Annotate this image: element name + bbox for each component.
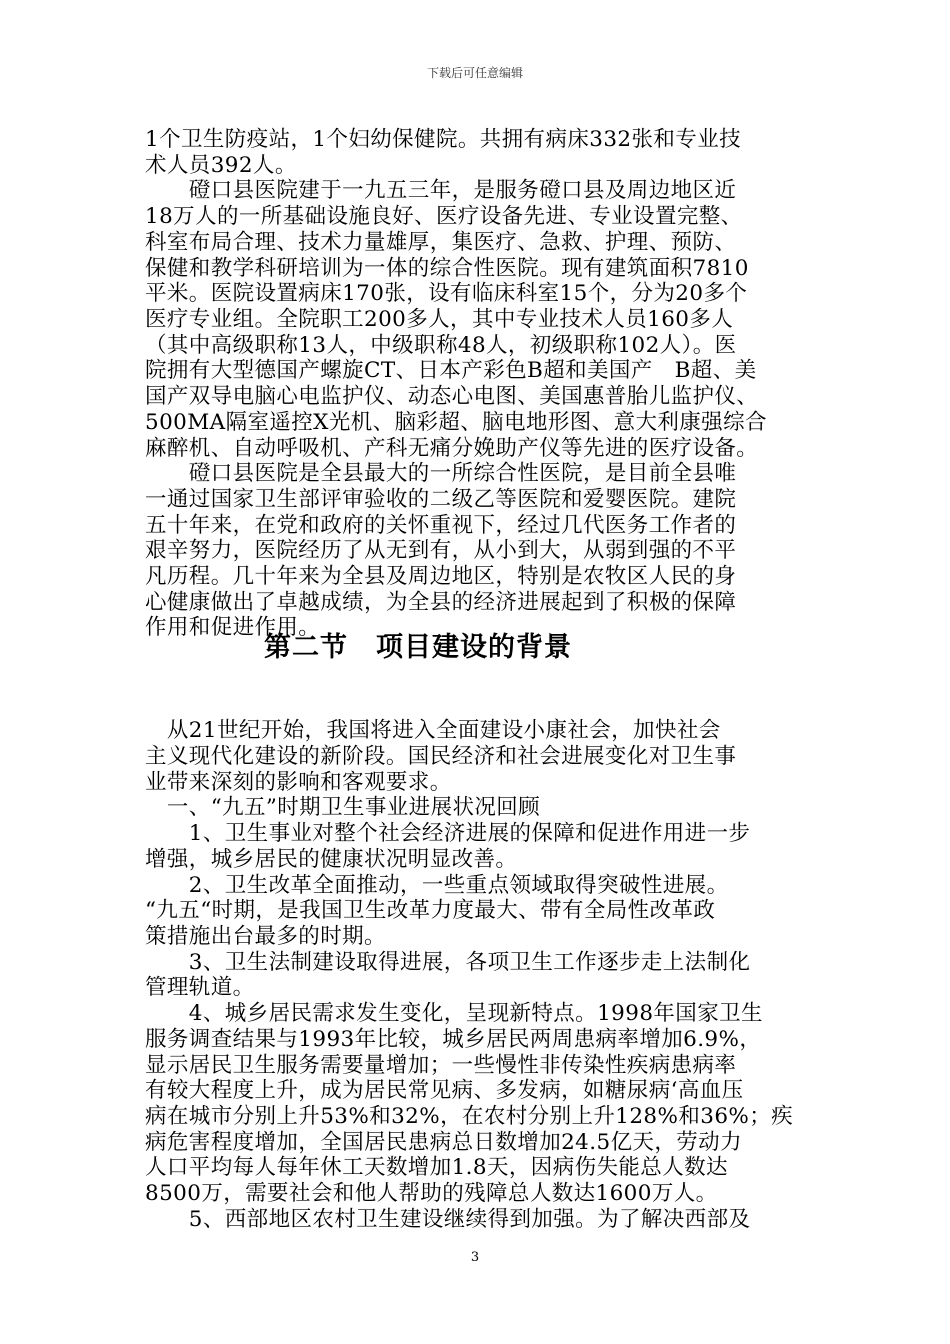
text-line: 服务调查结果与1993年比较，城乡居民两周患病率增加6.9%，	[145, 1027, 762, 1052]
text-line: 五十年来，在党和政府的关怀重视下，经过几代医务工作者的	[145, 513, 737, 538]
text-line: 500MA隔室遥控X光机、脑彩超、脑电地形图、意大利康强综合	[145, 410, 767, 435]
text-line: 增强，城乡居民的健康状况明显改善。	[145, 847, 518, 872]
text-line: 主义现代化建设的新阶段。国民经济和社会进展变化对卫生事	[145, 744, 737, 769]
text-line: 术人员392人。	[145, 153, 297, 178]
text-line: 保健和教学科研培训为一体的综合性医院。现有建筑面积7810	[145, 256, 749, 281]
text-line: 科室布局合理、技术力量雄厚，集医疗、急救、护理、预防、	[145, 230, 737, 255]
page-header: 下载后可任意编辑	[426, 66, 523, 80]
text-line: 3、卫生法制建设取得进展，各项卫生工作逐步走上法制化	[145, 950, 751, 975]
section-heading: 第二节 项目建设的背景	[264, 632, 572, 663]
text-line: 1、卫生事业对整个社会经济进展的保障和促进作用进一步	[145, 821, 751, 846]
text-line: 有较大程度上升，成为居民常见病、多发病，如糖尿病‘高血压	[145, 1078, 744, 1103]
text-line: 作用和促进作用。	[145, 615, 321, 640]
text-line: 医疗专业组。全院职工200多人，其中专业技术人员160多人	[145, 307, 734, 332]
text-line: 显示居民卫生服务需要量增加；一些慢性非传染性疾病患病率	[145, 1053, 737, 1078]
text-line: 1个卫生防疫站，1个妇幼保健院。共拥有病床332张和专业技	[145, 127, 741, 152]
text-line: 18万人的一所基础设施良好、医疗设备先进、专业设置完整、	[145, 204, 743, 229]
page-number: 3	[470, 1250, 480, 1265]
text-line: 一通过国家卫生部评审验收的二级乙等医院和爱婴医院。建院	[145, 487, 737, 512]
text-line: 病在城市分别上升53%和32%，在农村分别上升128%和36%；疾	[145, 1104, 794, 1129]
text-line: 磴口县医院建于一九五三年，是服务磴口县及周边地区近	[145, 178, 737, 203]
text-line: 平米。医院设置病床170张，设有临床科室15个，分为20多个	[145, 281, 748, 306]
text-line: 2、卫生改革全面推动，一些重点领域取得突破性进展。	[145, 873, 729, 898]
text-line: 心健康做出了卓越成绩，为全县的经济进展起到了积极的保障	[145, 590, 737, 615]
text-line: 病危害程度增加，全国居民患病总日数增加24.5亿天，劳动力	[145, 1130, 742, 1155]
text-line: 磴口县医院是全县最大的一所综合性医院，是目前全县唯	[145, 461, 737, 486]
text-line: （其中高级职称13人，中级职称48人，初级职称102人）。医	[145, 333, 737, 358]
text-line: 艰辛努力，医院经历了从无到有，从小到大，从弱到强的不平	[145, 538, 737, 563]
text-line: 从21世纪开始，我国将进入全面建设小康社会，加快社会	[145, 718, 721, 743]
text-line: 院拥有大型德国产螺旋CT、日本产彩色B超和美国产 B超、美	[145, 358, 757, 383]
text-line: 业带来深刻的影响和客观要求。	[145, 770, 452, 795]
text-line: 策措施出台最多的时期。	[145, 924, 386, 949]
text-line: 凡历程。几十年来为全县及周边地区，特别是农牧区人民的身	[145, 564, 737, 589]
text-line: 人口平均每人每年休工天数增加1.8天，因病伤失能总人数达	[145, 1155, 728, 1180]
text-line: 管理轨道。	[145, 975, 255, 1000]
text-line: 4、城乡居民需求发生变化，呈现新特点。1998年国家卫生	[145, 1001, 763, 1026]
text-line: 国产双导电脑心电监护仪、动态心电图、美国惠普胎儿监护仪、	[145, 384, 759, 409]
text-line: 麻醉机、自动呼吸机、产科无痛分娩助产仪等先进的医疗设备。	[145, 436, 759, 461]
text-line: 8500万，需要社会和他人帮助的残障总人数达1600万人。	[145, 1181, 718, 1206]
text-line: 5、西部地区农村卫生建设继续得到加强。为了解决西部及	[145, 1207, 751, 1232]
text-line: “九五“时期，是我国卫生改革力度最大、带有全局性改革政	[145, 898, 716, 923]
text-line: 一、“九五”时期卫生事业进展状况回顾	[145, 795, 541, 820]
